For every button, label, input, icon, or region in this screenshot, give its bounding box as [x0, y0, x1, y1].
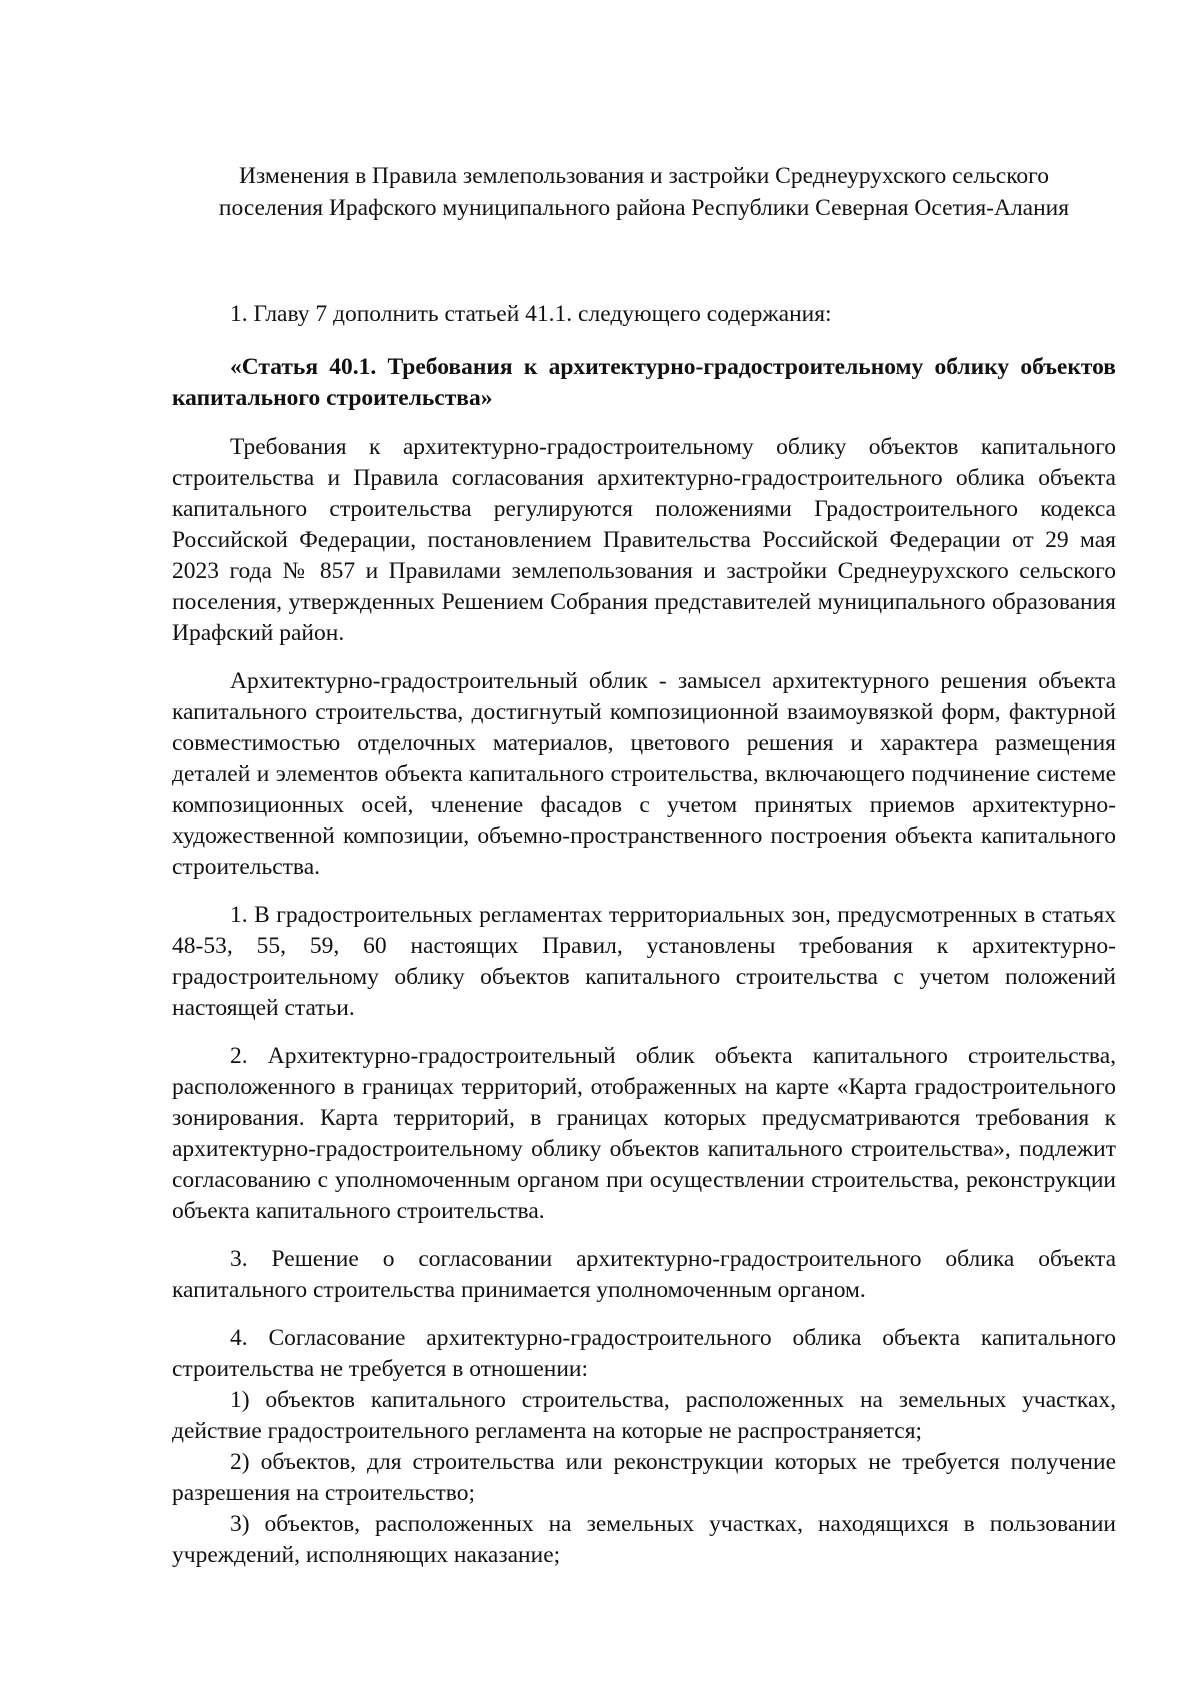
document-title: Изменения в Правила землепользования и застройки Среднеурухского сельского поселения Ирафского муниципального района Республики Северная Осетия-Алания [218, 163, 1070, 221]
paragraph-definition: Архитектурно-градостроительный облик - замысел архитектурного решения объекта капитального строительства, достигнутый композиционной взаимоувязкой форм, фактурной совместимостью отделочных материалов, цветового решения и характера размещения деталей и элементов объекта капитального строительства, включающего подчинение системе композиционных осей, членение фасадов с учетом принятых приемов архитектурно- художественной композиции, объемно-пространственного построения объекта капитального строительства. [172, 668, 1116, 880]
article-heading: «Статья 40.1. Требования к архитектурно-градостроительному облику объектов капитального строительства» [172, 354, 1116, 411]
subitem-2: 2) объектов, для строительства или реконструкции которых не требуется получение разрешения на строительство; [172, 1449, 1116, 1506]
paragraph-item-3: 3. Решение о согласовании архитектурно-градостроительного облика объекта капитального строительства принимается уполномоченным органом. [172, 1246, 1116, 1303]
paragraph-item-4: 4. Согласование архитектурно-градостроительного облика объекта капитального строительства не требуется в отношении: [172, 1325, 1116, 1382]
subitem-1: 1) объектов капитального строительства, расположенных на земельных участках, действие градостроительного регламента на которые не распространяется; [172, 1387, 1116, 1444]
subitem-3: 3) объектов, расположенных на земельных участках, находящихся в пользовании учреждений, исполняющих наказание; [172, 1511, 1116, 1568]
amendment-intro: 1. Главу 7 дополнить статьей 41.1. следующего содержания: [230, 301, 832, 327]
paragraph-item-2: 2. Архитектурно-градостроительный облик объекта капитального строительства, расположенного в границах территорий, отображенных на карте «Карта градостроительного зонирования. Карта территорий, в границах которых предусматриваются требования к архитектурно-градостроительному облику объектов капитального строительства», подлежит согласованию с уполномоченным органом при осуществлении строительства, реконструкции объекта капитального строительства. [172, 1043, 1116, 1224]
paragraph-requirements: Требования к архитектурно-градостроительному облику объектов капитального строительства и Правила согласования архитектурно-градостроительного облика объекта капитального строительства регулируются положениями Градостроительного кодекса Российской Федерации, постановлением Правительства Российской Федерации от 29 мая 2023 года № 857 и Правилами землепользования и застройки Среднеурухского сельского поселения, утвержденных Решением Собрания представителей муниципального образования Ирафский район. [172, 434, 1116, 646]
document-body [172, 160, 1116, 1571]
paragraph-item-1: 1. В градостроительных регламентах территориальных зон, предусмотренных в статьях 48-53, 55, 59, 60 настоящих Правил, установлены требования к архитектурно-градостроительному облику объектов капитального строительства с учетом положений настоящей статьи. [172, 902, 1116, 1021]
